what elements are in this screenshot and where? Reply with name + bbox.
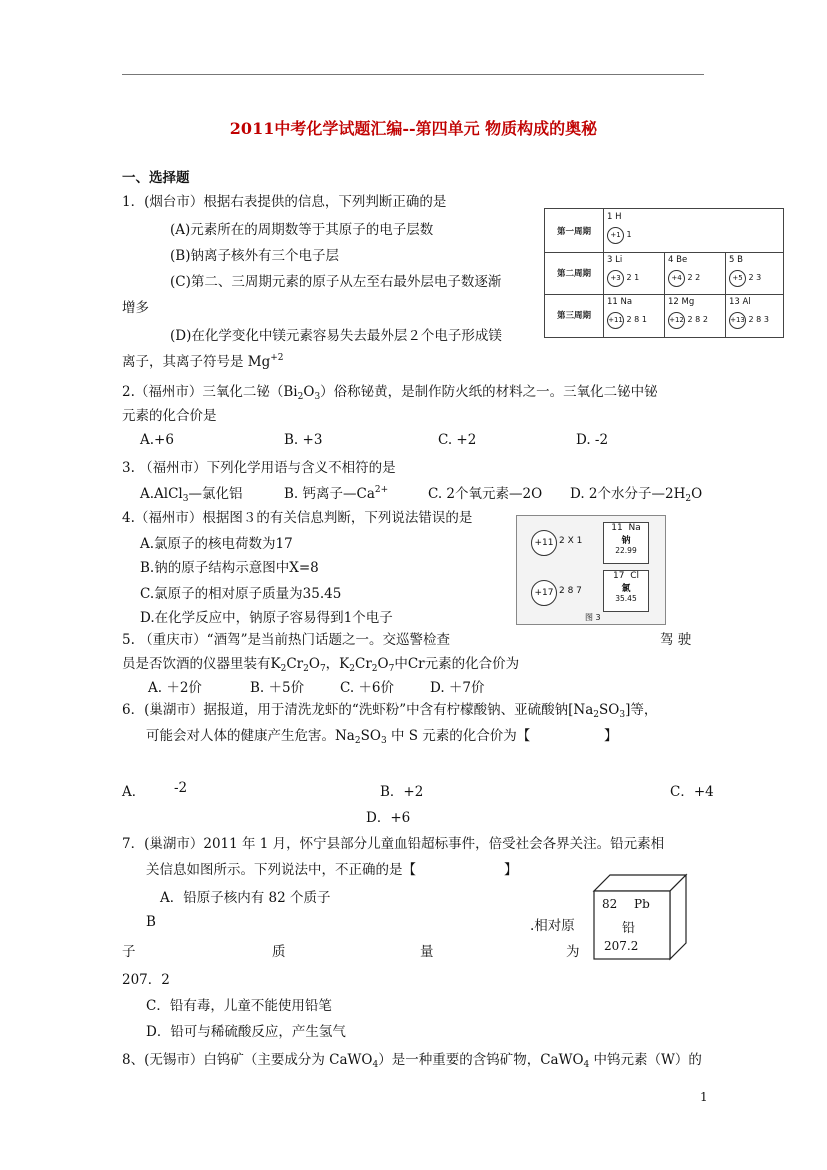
- atom-na: +11 2 8 1: [607, 312, 647, 329]
- q7-option-b-word-2: 质: [272, 944, 286, 960]
- q7-option-b-word-4: 为: [566, 944, 580, 960]
- q6-option-b: B．+2: [380, 784, 424, 800]
- q1-option-d-cont: 离子，其离子符号是 $Mg^{+2}$: [122, 353, 284, 370]
- atom-be: +4 2 2: [668, 270, 700, 287]
- q5-stem-line2: 员是否饮酒的仪器里装有$K_2Cr_2O_7$，$K_2Cr_2O_7$中Cr元素的化合价为: [122, 656, 520, 674]
- q1-option-b: (B)钠离子核外有三个电子层: [170, 248, 339, 264]
- pb-atomic-number: 82: [602, 897, 618, 911]
- header-rule: [122, 74, 704, 75]
- q7-option-a: A．铅原子核内有 82 个质子: [160, 890, 331, 906]
- q6-stem-line1: 6．(巢湖市）据报道，用于清洗龙虾的“洗虾粉”中含有柠檬酸钠、亚硫酸钠$[Na_2SO_3]$等，: [122, 702, 658, 720]
- q2-option-b: B. +3: [284, 432, 323, 448]
- element-mg: 12 Mg: [668, 297, 695, 307]
- cl-shells: 2 8 7: [559, 586, 582, 596]
- pb-symbol: Pb: [634, 897, 650, 911]
- q7-option-b-text: .相对原: [530, 918, 575, 934]
- q2-stem-line1: 2.（福州市）三氧化二铋$(Bi_2O_3)$俗称铋黄，是制作防火纸的材料之一。三氧化二铋中铋: [122, 384, 658, 402]
- q2-option-c: C. +2: [438, 432, 477, 448]
- cl-element-box: 17 Cl 氯 35.45: [603, 570, 649, 612]
- q1-option-a: (A)元素所在的周期数等于其原子的电子层数: [170, 222, 434, 238]
- figure-3-caption: 图 3: [585, 613, 601, 622]
- q3-option-a: A.AlCl$_3$—氯化铝: [140, 486, 243, 504]
- q2-stem-line2: 元素的化合价是: [122, 408, 217, 424]
- na-nucleus: +11: [531, 530, 557, 556]
- q7-option-b-word-3: 量: [420, 944, 434, 960]
- element-be: 4 Be: [668, 255, 688, 265]
- q1-option-c-cont: 增多: [122, 300, 149, 316]
- q7-option-b-value: 207．2: [122, 972, 170, 988]
- lead-element-card: [592, 873, 688, 961]
- na-shells: 2 X 1: [559, 536, 583, 546]
- element-li: 3 Li: [607, 255, 623, 265]
- element-al: 13 Al: [729, 297, 751, 307]
- q7-option-c: C．铅有毒，儿童不能使用铅笔: [146, 998, 332, 1014]
- na-element-box: 11 Na 钠 22.99: [603, 522, 649, 564]
- q3-stem: 3. （福州市）下列化学用语与含义不相符的是: [122, 460, 396, 476]
- atom-h: +1 1: [607, 227, 632, 244]
- q7-option-b-word-1: 子: [122, 944, 136, 960]
- q3-option-d: D. 2个水分子$—2H_2O$: [570, 486, 703, 504]
- q7-option-b-label: B: [146, 914, 156, 930]
- cl-nucleus: +17: [531, 580, 557, 606]
- atom-al: +13 2 8 3: [729, 312, 769, 329]
- q2-option-a: A.+6: [140, 432, 174, 448]
- q3-option-b: B. 钙离子$—Ca^{2+}$: [284, 485, 389, 502]
- q6-answer-bracket: 】: [604, 728, 618, 744]
- atom-b: +5 2 3: [729, 270, 761, 287]
- q1-option-d: (D)在化学变化中镁元素容易失去最外层２个电子形成镁: [170, 328, 502, 344]
- q7-answer-bracket: 】: [504, 862, 518, 878]
- element-b: 5 B: [729, 255, 743, 265]
- page-number: 1: [700, 1090, 708, 1104]
- q5-option-b: B. ＋5价: [250, 680, 305, 696]
- atom-mg: +12 2 8 2: [668, 312, 708, 329]
- period-3-label: 第三周期: [556, 311, 591, 321]
- q4-stem: 4.（福州市）根据图３的有关信息判断，下列说法错误的是: [122, 510, 473, 526]
- q8-stem-line1: 8、(无锡市）白钨矿（主要成分为 CaWO$_4$）是一种重要的含钨矿物，CaWO$_4$ 中钨元素（W）的: [122, 1052, 702, 1070]
- atom-li: +3 2 1: [607, 270, 639, 287]
- pb-atomic-mass: 207.2: [604, 939, 639, 953]
- q4-option-d: D.在化学反应中，钠原子容易得到1个电子: [140, 610, 393, 626]
- q7-stem-line2: 关信息如图所示。下列说法中，不正确的是【: [146, 862, 416, 878]
- figure-3: [516, 515, 666, 625]
- q3-option-c: C. 2个氧元素—2O: [428, 486, 543, 502]
- section-heading: 一、选择题: [122, 170, 190, 186]
- q4-option-a: A.氯原子的核电荷数为17: [140, 536, 293, 552]
- element-h: 1 H: [607, 212, 622, 222]
- q6-option-a: -2: [174, 780, 188, 796]
- q5-stem-line1-tail: 驾 驶: [660, 632, 692, 648]
- period-1-label: 第一周期: [556, 227, 591, 237]
- q6-option-a-label: A．: [122, 784, 146, 800]
- q6-option-d: D．+6: [366, 810, 411, 826]
- q4-option-b: B.钠的原子结构示意图中X=8: [140, 560, 319, 576]
- q2-option-d: D. -2: [576, 432, 609, 448]
- q1-stem: 1．(烟台市）根据右表提供的信息，下列判断正确的是: [122, 194, 447, 210]
- periodic-table: [544, 208, 784, 338]
- q6-stem-line2: 可能会对人体的健康产生危害。$Na_2SO_3$ 中 S 元素的化合价为【: [146, 728, 531, 746]
- q6-option-c: C．+4: [670, 784, 714, 800]
- q1-option-c: (C)第二、三周期元素的原子从左至右最外层电子数逐渐: [170, 274, 502, 290]
- q5-option-a: A. ＋2价: [148, 680, 202, 696]
- q7-stem-line1: 7．(巢湖市）2011 年 1 月，怀宁县部分儿童血铅超标事件，倍受社会各界关注。铅元素相: [122, 836, 665, 852]
- pb-name: 铅: [622, 921, 636, 936]
- document-title: 2011中考化学试题汇编--第四单元 物质构成的奥秘: [229, 119, 598, 138]
- q7-option-d: D．铅可与稀硫酸反应，产生氢气: [146, 1024, 346, 1040]
- q5-stem-line1: 5. （重庆市）“酒驾”是当前热门话题之一。交巡警检查: [122, 632, 450, 648]
- q4-option-c: C.氯原子的相对原子质量为35.45: [140, 586, 342, 602]
- q5-option-d: D. ＋7价: [430, 680, 485, 696]
- element-na: 11 Na: [607, 297, 633, 307]
- period-2-label: 第二周期: [556, 269, 591, 279]
- q5-option-c: C. ＋6价: [340, 680, 395, 696]
